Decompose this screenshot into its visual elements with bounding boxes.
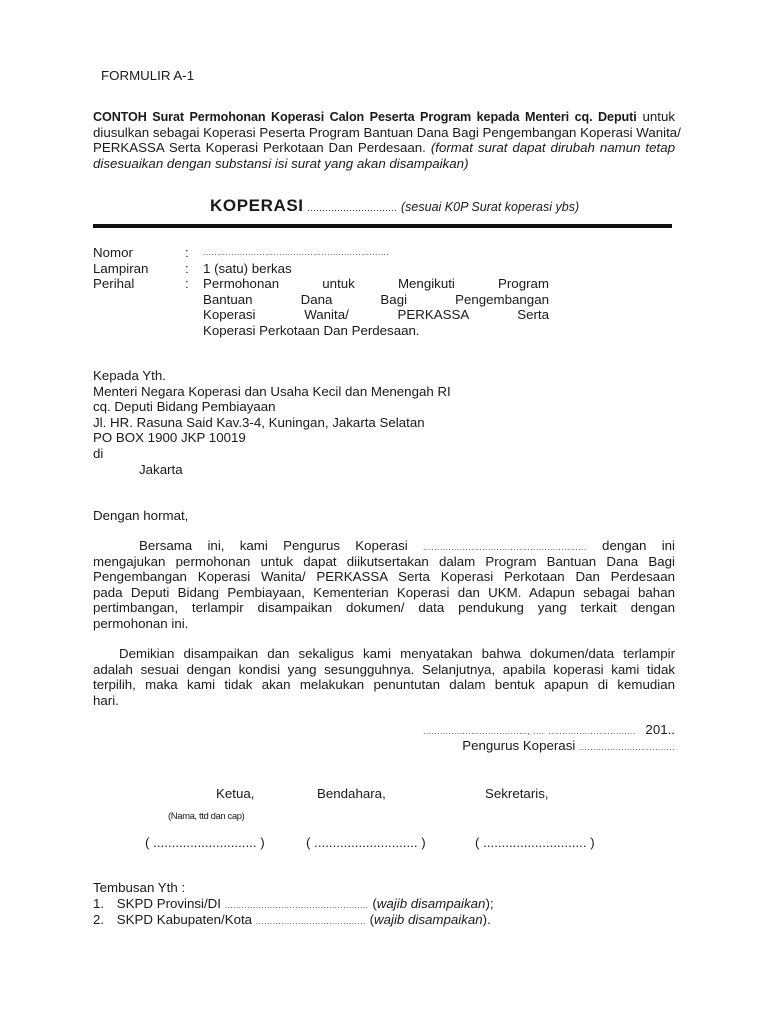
intro-line-3-plain: PERKASSA Serta Koperasi Perkotaan Dan Perdesaan. [93, 140, 426, 156]
recipient-block [93, 368, 451, 477]
letterhead-name: KOPERASI [210, 196, 304, 215]
perihal-value [203, 276, 549, 338]
signatory-note: (Nama, ttd dan cap) [168, 811, 245, 822]
recipient-line: cq. Deputi Bidang Pembiayaan [93, 399, 276, 415]
recipient-line: di [93, 445, 104, 461]
p1-text-a: Bersama ini, kami Pengurus Koperasi [139, 538, 408, 553]
paragraph-1-line: pertimbangan, terlampir disampaikan dokumen/ data pendukung yang terkait dengan [93, 600, 675, 616]
signatory-sekretaris: Sekretaris, [485, 786, 549, 801]
date-year: 201.. [645, 722, 675, 737]
form-code: FORMULIR A-1 [101, 68, 195, 83]
tembusan-item-num: 2. [93, 912, 105, 927]
signature-slot-sekretaris: ( ............................ ) [475, 835, 595, 850]
tembusan-item-label: SKPD Provinsi/DI [116, 896, 221, 911]
letterhead-rule [93, 224, 672, 228]
intro-line-3 [93, 140, 675, 156]
intro-paragraph [93, 109, 681, 171]
paragraph-1-line: mengajukan permohonan untuk dapat diikutsertakan dalam Program Bantuan Dana Bagi [93, 553, 675, 569]
tembusan-item-dots: ....................................... [255, 917, 366, 926]
recipient-line: Menteri Negara Koperasi dan Usaha Kecil dan Menengah RI [93, 383, 451, 399]
tembusan-item-open: ( [369, 912, 375, 927]
intro-line-4: disesuaikan dengan substansi isi surat yang akan disampaikan) [93, 155, 469, 171]
tembusan-item-note: wajib disampaikan [376, 896, 486, 911]
perihal-line: Bantuan Dana Bagi Pengembangan [203, 291, 549, 307]
perihal-label: Perihal [93, 276, 135, 291]
tembusan-item-dots: ................................................... [224, 901, 369, 910]
pengurus-line [462, 738, 675, 753]
signatory-ketua: Ketua, [216, 786, 255, 801]
paragraph-2-line: terpilih, maka kami tidak akan melakukan penuntutan dalam bentuk apapun di kemudian [93, 677, 675, 693]
intro-lead-tail: untuk [636, 109, 675, 124]
p1-dots: .......................................................... [423, 543, 587, 552]
intro-line-2: diusulkan sebagai Koperasi Peserta Program Bantuan Dana Bagi Pengembangan Koperasi Wanita/ [93, 124, 681, 140]
letterhead [210, 196, 579, 216]
tembusan-item-close: ); [485, 896, 494, 911]
tembusan-item-close: ). [482, 912, 491, 927]
letterhead-note: (sesuai K0P Surat koperasi ybs) [401, 200, 580, 214]
paragraph-1-line: permohonan ini. [93, 615, 189, 631]
tembusan-title: Tembusan Yth : [93, 880, 186, 895]
nomor-colon: : [185, 245, 189, 260]
perihal-line: Koperasi Perkotaan Dan Perdesaan. [203, 322, 420, 338]
signature-slot-ketua: ( ............................ ) [145, 835, 265, 850]
paragraph-1-line-1 [93, 538, 675, 554]
paragraph-2 [93, 646, 675, 708]
date-line [423, 722, 675, 737]
pengurus-label: Pengurus Koperasi [462, 738, 576, 753]
intro-line-3-italic: (format surat dapat dirubah namun tetap [425, 140, 676, 156]
pengurus-dots: .................................. [579, 743, 675, 752]
paragraph-1-line: pada Deputi Bidang Pembiayaan, Kementerian Koperasi dan UKM. Adapun sebagai bahan [93, 584, 675, 600]
tembusan-item-note: wajib disampaikan [374, 912, 483, 927]
recipient-city: Jakarta [139, 461, 183, 477]
date-dots-2: ............................... [548, 727, 636, 736]
perihal-line: Permohonan untuk Mengikuti Program [203, 276, 549, 291]
tembusan-item [93, 896, 494, 911]
paragraph-2-line-1: Demikian disampaikan dan sekaligus kami menyatakan bahwa dokumen/data terlampir [119, 646, 675, 661]
perihal-colon: : [185, 276, 189, 291]
letterhead-dots: .............................. [307, 203, 398, 213]
tembusan-item-open: ( [372, 896, 377, 911]
signature-slot-bendahara: ( ............................ ) [306, 835, 426, 850]
recipient-line: Kepada Yth. [93, 368, 166, 383]
recipient-line: Jl. HR. Rasuna Said Kav.3-4, Kuningan, Jakarta Selatan [93, 414, 425, 430]
paragraph-1-line: Pengembangan Koperasi Wanita/ PERKASSA Serta Koperasi Perkotaan Dan Perdesaan [93, 569, 675, 585]
paragraph-1 [93, 538, 675, 632]
greeting: Dengan hormat, [93, 508, 189, 523]
p1-text-b: dengan ini [602, 538, 675, 553]
date-dots-1: ....................................., .... [423, 727, 545, 736]
intro-lead: CONTOH Surat Permohonan Koperasi Calon Peserta Program kepada Menteri cq. Deputi [93, 110, 637, 124]
lampiran-label: Lampiran [93, 261, 149, 276]
nomor-value: .................................................................. [203, 248, 390, 257]
lampiran-value: 1 (satu) berkas [203, 261, 292, 276]
nomor-label: Nomor [93, 245, 133, 260]
tembusan-item-num: 1. [93, 896, 105, 911]
tembusan-item [93, 912, 491, 927]
intro-line-1 [93, 109, 675, 125]
signatory-bendahara: Bendahara, [317, 786, 386, 801]
recipient-line: PO BOX 1900 JKP 10019 [93, 430, 246, 446]
paragraph-2-line: hari. [93, 692, 119, 708]
paragraph-2-line: adalah sesuai dengan kondisi yang sesungguhnya. Selanjutnya, apabila koperasi kami tidak [93, 661, 675, 677]
tembusan-item-label: SKPD Kabupaten/Kota [116, 912, 253, 927]
perihal-line: Koperasi Wanita/ PERKASSA Serta [203, 307, 549, 323]
lampiran-colon: : [185, 261, 189, 276]
